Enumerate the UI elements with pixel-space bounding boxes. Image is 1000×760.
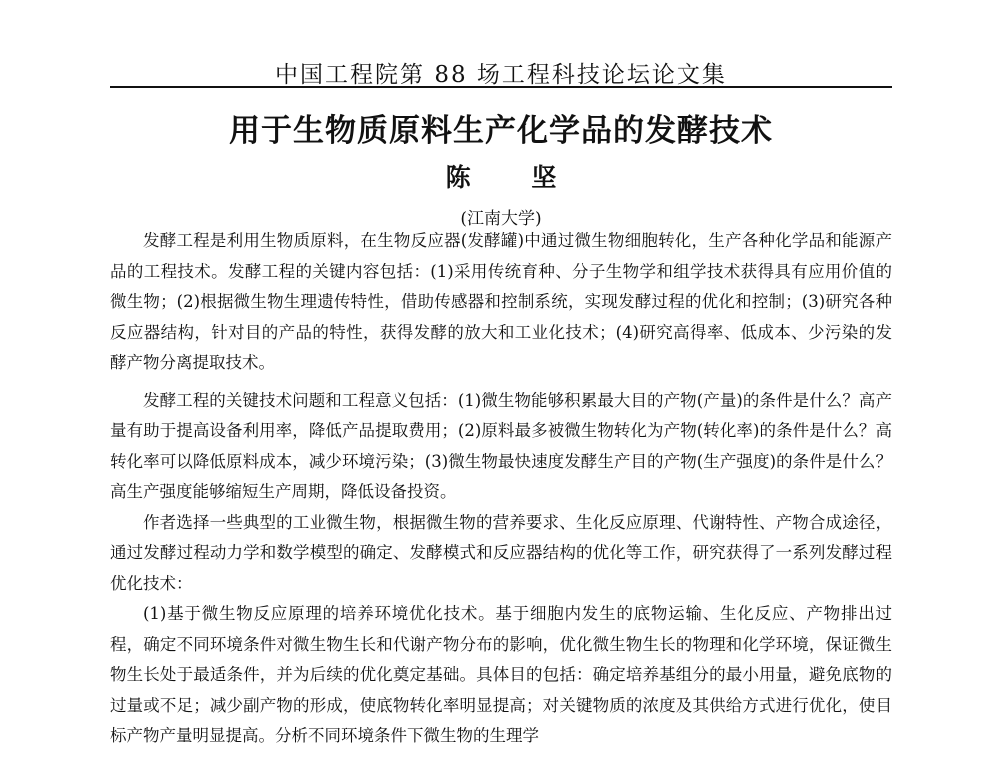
running-header: 中国工程院第 88 场工程科技论坛论文集 xyxy=(275,62,727,88)
body-paragraph-4: (1)基于微生物反应原理的培养环境优化技术。基于细胞内发生的底物运输、生化反应、产物排出过程，确定不同环境条件对微生物生长和代谢产物分布的影响，优化微生物生长的物理和化学环境，保证微生物生长处于最适条件，并为后续的优化奠定基础。具体目的包括：确定培养基组分的最小用量，避免底物的过量或不足；减少副产物的形成，使底物转化率明显提高；对关键物质的浓度及其供给方式进行优化，使目标产物产量明显提高。分析不同环境条件下微生物的生理学 xyxy=(110,604,892,745)
author-affiliation: (江南大学) xyxy=(460,209,542,229)
body-paragraph-2: 发酵工程的关键技术问题和工程意义包括：(1)微生物能够积累最大目的产物(产量)的条件是什么？高产量有助于提高设备利用率，降低产品提取费用；(2)原料最多被微生物转化为产物(转化率)的条件是什么？高转化率可以降低原料成本，减少环境污染；(3)微生物最快速度发酵生产目的产物(生产强度)的条件是什么？高生产强度能够缩短生产周期，降低设备投资。 xyxy=(110,390,892,501)
body-paragraph-3: 作者选择一些典型的工业微生物，根据微生物的营养要求、生化反应原理、代谢特性、产物合成途径，通过发酵过程动力学和数学模型的确定、发酵模式和反应器结构的优化等工作，研究获得了一系列发酵过程优化技术： xyxy=(110,512,892,593)
paper-page xyxy=(110,0,892,760)
body-paragraph-1: 发酵工程是利用生物质原料，在生物反应器(发酵罐)中通过微生物细胞转化，生产各种化学品和能源产品的工程技术。发酵工程的关键内容包括：(1)采用传统育种、分子生物学和组学技术获得具有应用价值的微生物；(2)根据微生物生理遗传特性，借助传感器和控制系统，实现发酵过程的优化和控制；(3)研究各种反应器结构，针对目的产品的特性，获得发酵的放大和工业化技术；(4)研究高得率、低成本、少污染的发酵产物分离提取技术。 xyxy=(110,231,892,372)
paper-title: 用于生物质原料生产化学品的发酵技术 xyxy=(229,113,773,149)
body-text xyxy=(110,226,892,752)
author-name: 陈 坚 xyxy=(445,163,583,192)
header-rule xyxy=(110,86,892,88)
